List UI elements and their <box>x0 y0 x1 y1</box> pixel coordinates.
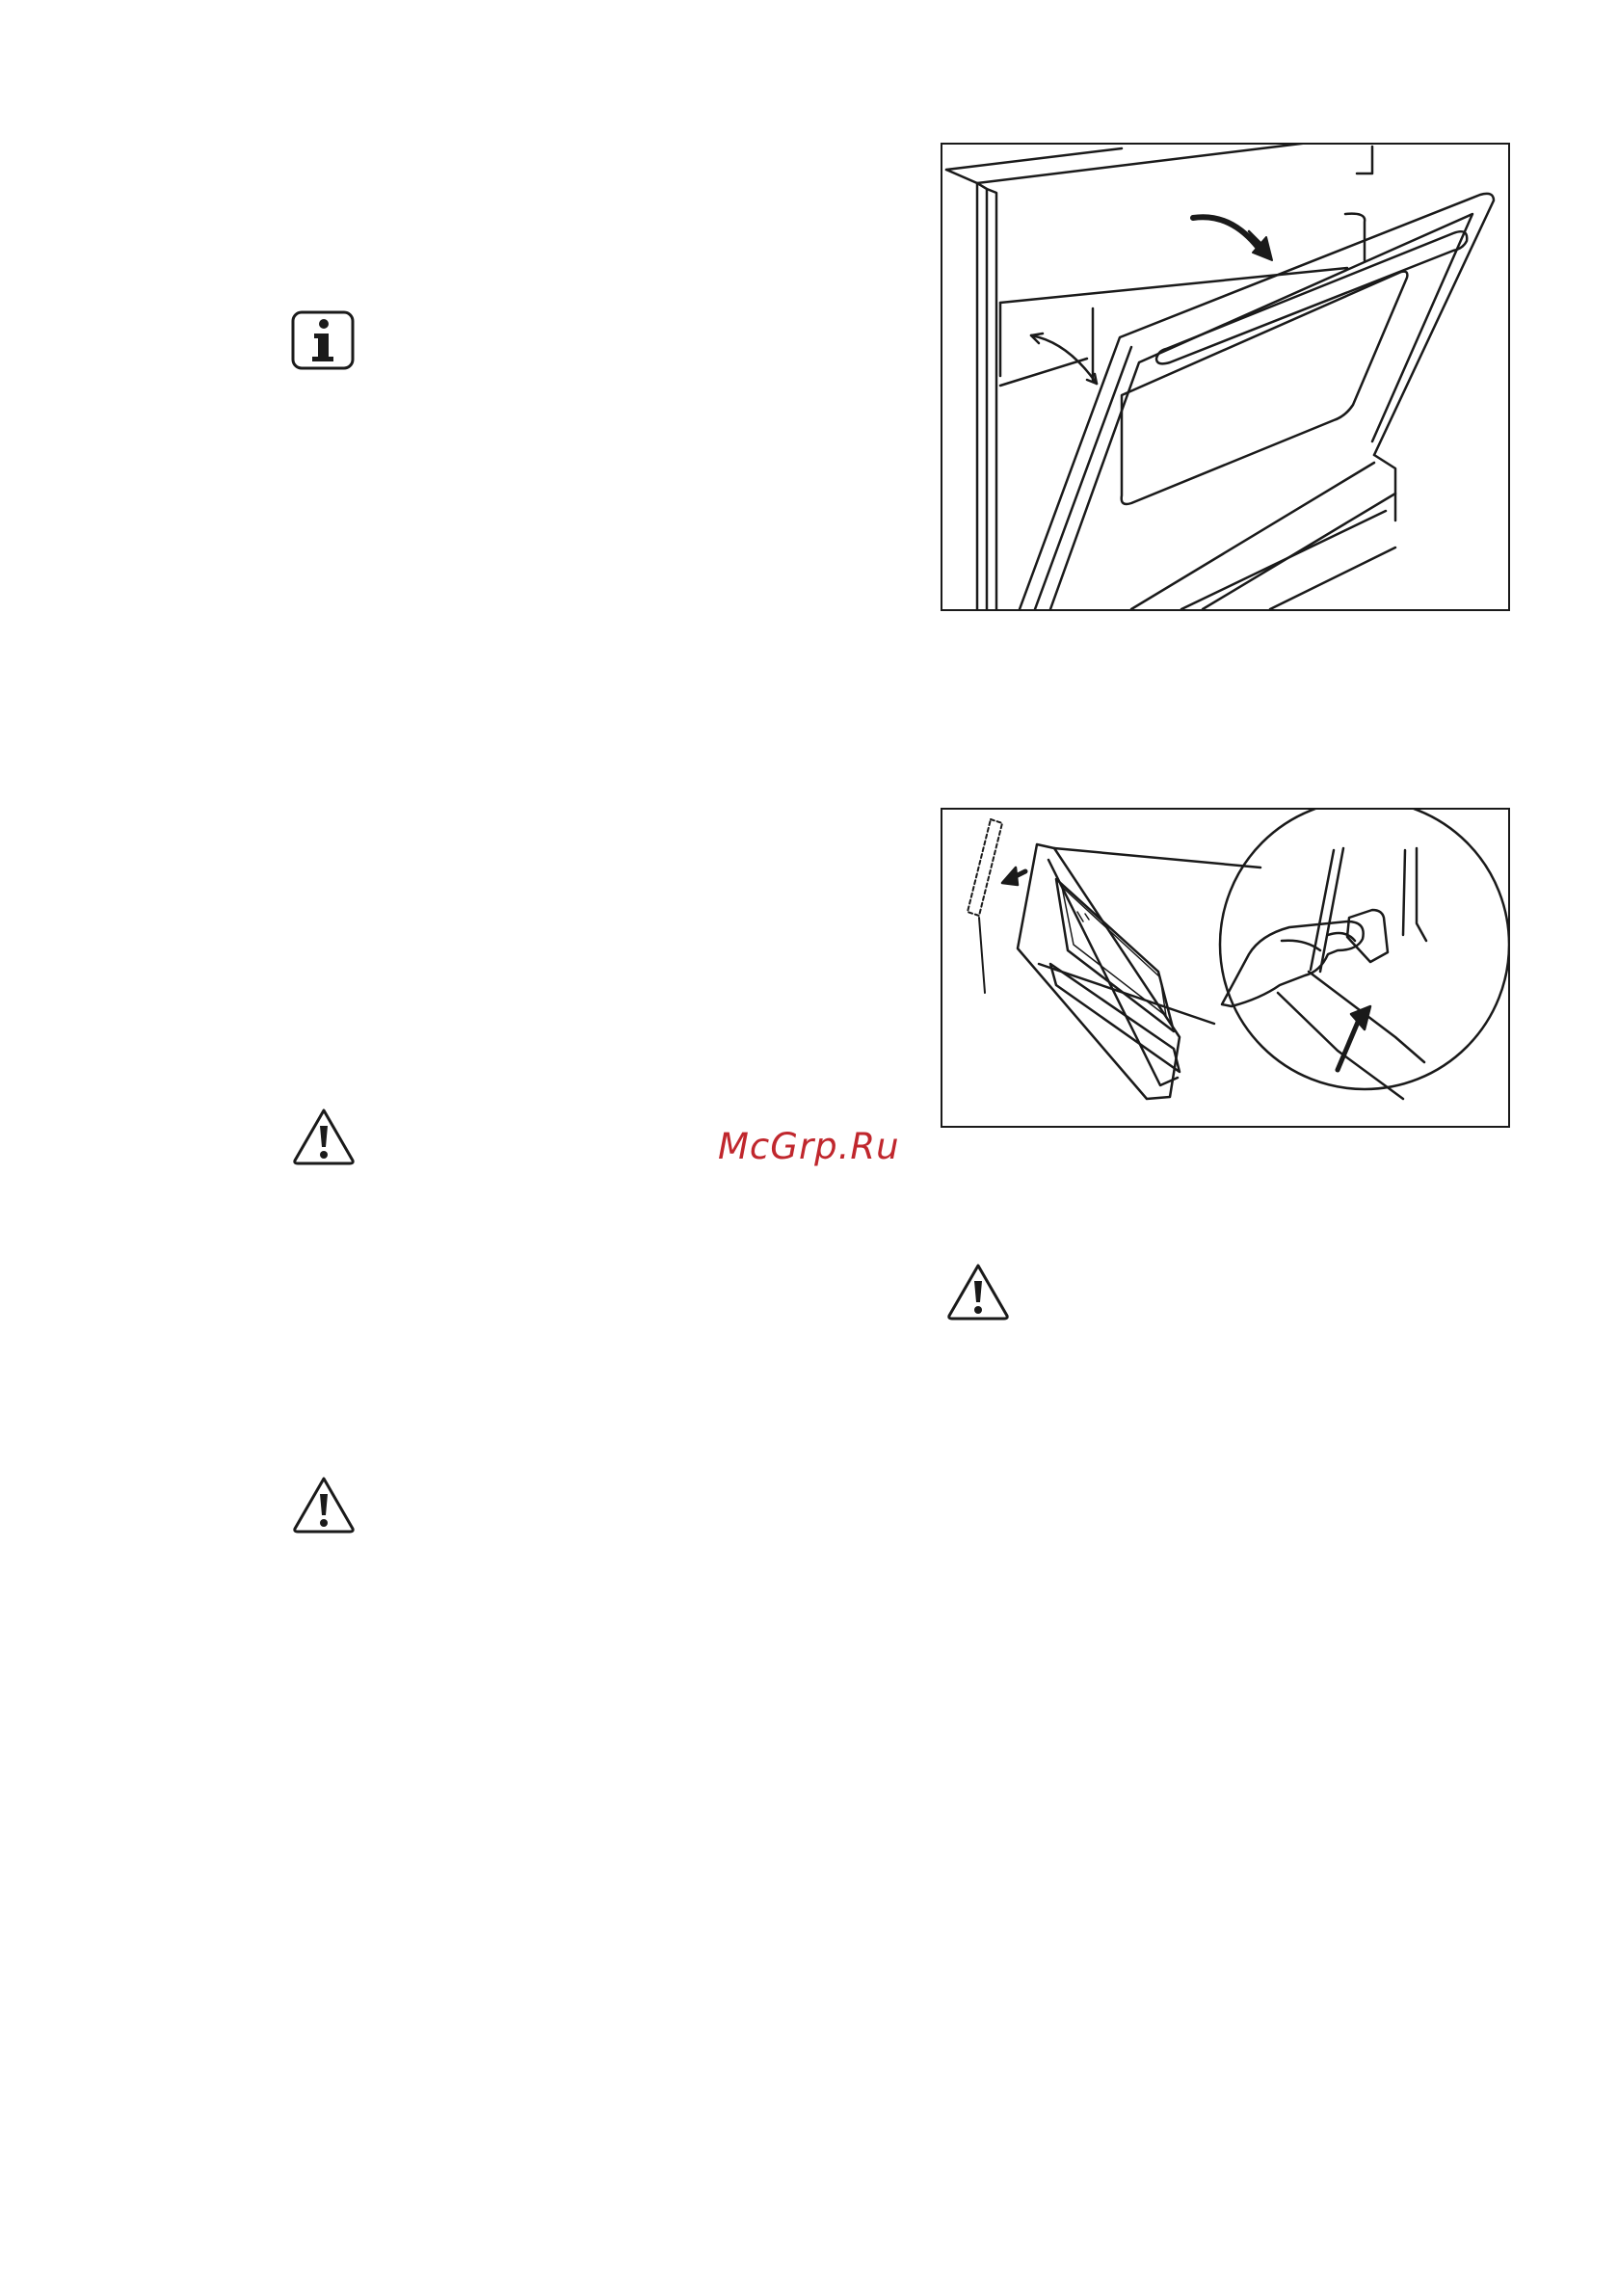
door-glass-removal-illustration <box>941 808 1510 1128</box>
warning-triangle-icon <box>945 1262 1011 1322</box>
info-icon <box>291 310 355 370</box>
warning-triangle-icon <box>291 1107 357 1166</box>
warning-triangle-icon <box>291 1475 357 1535</box>
watermark: McGrp.Ru <box>718 1126 900 1167</box>
oven-door-open-illustration <box>941 143 1510 611</box>
